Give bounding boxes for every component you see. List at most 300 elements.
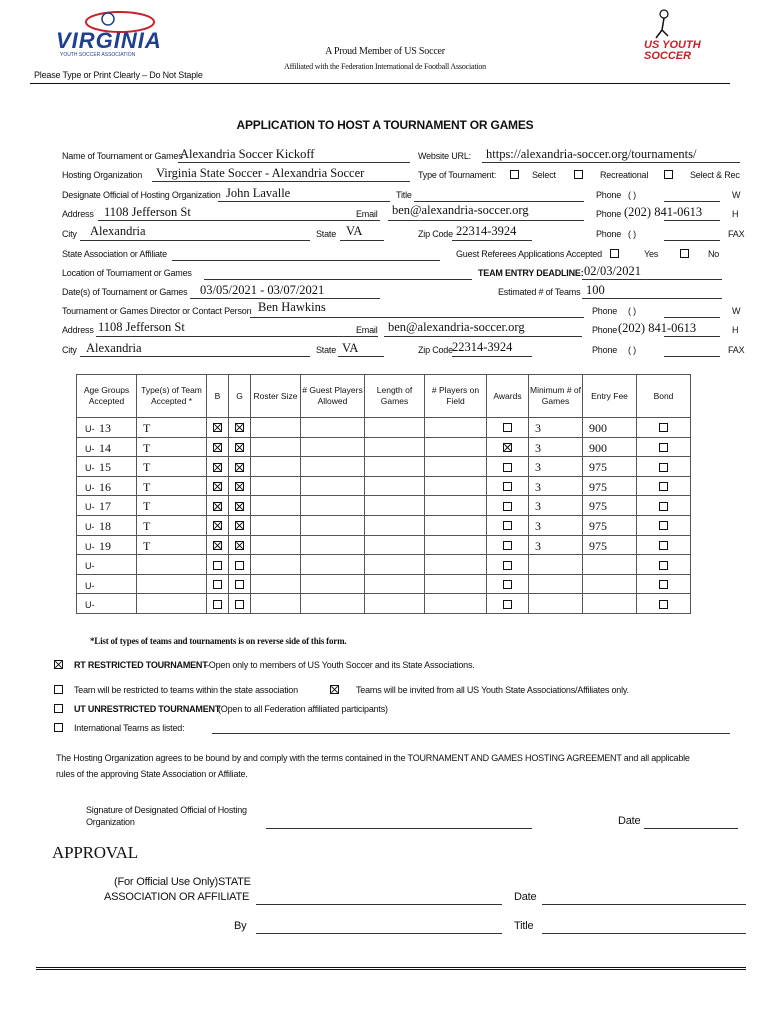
approval-affiliate-line[interactable] [256, 904, 502, 905]
boys-cell [207, 476, 229, 496]
min-games-cell[interactable] [529, 457, 583, 477]
signature-date-label: Date [618, 815, 641, 827]
girls-cell [229, 555, 251, 575]
min-games-value: 3 [535, 479, 541, 494]
team-type-cell[interactable] [137, 496, 207, 516]
entry-fee-cell[interactable] [583, 594, 637, 614]
players-cell[interactable] [425, 535, 487, 555]
table-row [77, 574, 691, 594]
guest-ref-no-checkbox[interactable] [680, 249, 689, 258]
director-phone-h-field[interactable]: (202) 841-0613 [618, 321, 697, 335]
guest-cell[interactable] [301, 535, 365, 555]
director-zip-line [452, 356, 532, 357]
city-label: City [62, 229, 77, 239]
min-games-value: 3 [535, 518, 541, 533]
entry-fee-value: 975 [589, 538, 607, 553]
email-line [388, 220, 584, 221]
director-phone-label: Phone [592, 306, 618, 316]
bond-checkbox[interactable] [659, 482, 668, 491]
min-games-cell[interactable] [529, 574, 583, 594]
awards-checkbox[interactable] [503, 561, 512, 570]
players-cell[interactable] [425, 574, 487, 594]
awards-checkbox[interactable] [503, 443, 512, 452]
min-games-cell[interactable] [529, 515, 583, 535]
director-city-line [80, 356, 310, 357]
awards-checkbox[interactable] [503, 482, 512, 491]
awards-cell [487, 496, 529, 516]
bond-cell [637, 574, 691, 594]
location-label: Location of Tournament or Games [62, 268, 192, 278]
girls-checkbox[interactable] [235, 580, 244, 589]
boys-checkbox[interactable] [213, 521, 222, 530]
age-group-cell[interactable] [77, 437, 137, 457]
roster-cell[interactable] [251, 574, 301, 594]
signature-label-2: Organization [86, 817, 135, 827]
restrict-state-checkbox[interactable] [54, 685, 63, 694]
hosting-org-field[interactable]: Virginia State Soccer - Alexandria Soccer [156, 166, 365, 180]
director-state-line [338, 356, 384, 357]
logo-text: VIRGINIA [56, 28, 162, 53]
table-row [77, 457, 691, 477]
signature-date-line[interactable] [644, 828, 738, 829]
awards-cell [487, 476, 529, 496]
guest-ref-yes-label: Yes [644, 249, 659, 259]
entry-fee-cell[interactable] [583, 476, 637, 496]
guest-cell[interactable] [301, 574, 365, 594]
type-select-rec-checkbox[interactable] [664, 170, 673, 179]
girls-cell [229, 457, 251, 477]
deadline-line [582, 279, 722, 280]
roster-cell[interactable] [251, 594, 301, 614]
col-min-games: Minimum # of Games [529, 375, 583, 418]
ut-desc: (Open to all Federation affiliated participants) [218, 704, 388, 714]
min-games-cell[interactable] [529, 496, 583, 516]
bond-checkbox[interactable] [659, 502, 668, 511]
dates-field[interactable]: 03/05/2021 - 03/07/2021 [200, 283, 325, 297]
team-type-cell[interactable] [137, 535, 207, 555]
girls-cell [229, 594, 251, 614]
age-group-cell[interactable] [77, 515, 137, 535]
entry-fee-cell[interactable] [583, 574, 637, 594]
age-group-cell[interactable] [77, 594, 137, 614]
team-type-value: T [143, 440, 151, 455]
email-label: Email [356, 209, 378, 219]
awards-cell [487, 555, 529, 575]
min-games-cell[interactable] [529, 594, 583, 614]
team-type-value: T [143, 538, 151, 553]
official-phone-h-field[interactable]: (202) 841-0613 [624, 205, 703, 219]
form-title: APPLICATION TO HOST A TOURNAMENT OR GAMES [236, 118, 534, 132]
director-field[interactable]: Ben Hawkins [258, 300, 326, 314]
table-row [77, 555, 691, 575]
team-type-cell[interactable] [137, 418, 207, 438]
bond-checkbox[interactable] [659, 561, 668, 570]
roster-cell[interactable] [251, 535, 301, 555]
state-field[interactable]: VA [346, 224, 363, 238]
roster-cell[interactable] [251, 437, 301, 457]
min-games-cell[interactable] [529, 555, 583, 575]
official-line [218, 201, 390, 202]
awards-cell [487, 515, 529, 535]
bond-checkbox[interactable] [659, 443, 668, 452]
boys-checkbox[interactable] [213, 600, 222, 609]
approval-date-line[interactable] [542, 904, 746, 905]
guest-cell[interactable] [301, 515, 365, 535]
bond-cell [637, 496, 691, 516]
entry-fee-cell[interactable] [583, 496, 637, 516]
roster-cell[interactable] [251, 418, 301, 438]
age-group-cell[interactable] [77, 457, 137, 477]
deadline-field[interactable]: 02/03/2021 [584, 264, 641, 278]
official-phone-label: Phone [596, 190, 622, 200]
tagline: A Proud Member of US Soccer [325, 46, 445, 57]
age-group-cell[interactable] [77, 418, 137, 438]
address-field[interactable]: 1108 Jefferson St [104, 205, 191, 219]
u-prefix: U- [85, 580, 95, 591]
girls-checkbox[interactable] [235, 443, 244, 452]
girls-checkbox[interactable] [235, 423, 244, 432]
min-games-value: 3 [535, 538, 541, 553]
entry-fee-cell[interactable] [583, 418, 637, 438]
roster-cell[interactable] [251, 457, 301, 477]
guest-cell[interactable] [301, 555, 365, 575]
length-cell[interactable] [365, 476, 425, 496]
awards-cell [487, 574, 529, 594]
boys-cell [207, 496, 229, 516]
bond-cell [637, 555, 691, 575]
awards-checkbox[interactable] [503, 580, 512, 589]
entry-fee-cell[interactable] [583, 437, 637, 457]
entry-fee-cell[interactable] [583, 535, 637, 555]
official-fax-line[interactable] [664, 240, 720, 241]
state-assoc-line[interactable] [172, 260, 440, 261]
tournament-name-label: Name of Tournament or Games [62, 151, 183, 161]
guest-cell[interactable] [301, 457, 365, 477]
min-games-cell[interactable] [529, 476, 583, 496]
players-cell[interactable] [425, 594, 487, 614]
official-phone-h-line [664, 220, 720, 221]
boys-cell [207, 574, 229, 594]
u-prefix: U- [85, 561, 95, 572]
state-line [340, 240, 384, 241]
table-row [77, 594, 691, 614]
girls-checkbox[interactable] [235, 541, 244, 550]
official-phone-w: W [732, 190, 741, 200]
ut-label: UT UNRESTRICTED TOURNAMENT [74, 704, 221, 714]
length-cell[interactable] [365, 555, 425, 575]
u-prefix: U- [85, 463, 95, 474]
deadline-label: TEAM ENTRY DEADLINE: [478, 268, 584, 278]
boys-checkbox[interactable] [213, 443, 222, 452]
est-teams-field[interactable]: 100 [586, 283, 605, 297]
table-header-row [77, 375, 691, 418]
roster-cell[interactable] [251, 515, 301, 535]
official-fax-paren: ( ) [628, 229, 636, 239]
director-line [250, 317, 584, 318]
hosting-org-label: Hosting Organization [62, 170, 143, 180]
director-phone-w: W [732, 306, 741, 316]
team-type-cell[interactable] [137, 594, 207, 614]
website-label: Website URL: [418, 151, 471, 161]
table-row [77, 535, 691, 555]
u-prefix: U- [85, 443, 95, 454]
official-phone-h-label: Phone [596, 209, 622, 219]
age-group-cell[interactable] [77, 496, 137, 516]
age-value: 14 [99, 440, 111, 455]
roster-cell[interactable] [251, 555, 301, 575]
girls-checkbox[interactable] [235, 482, 244, 491]
entry-fee-value: 975 [589, 479, 607, 494]
virginia-logo [50, 10, 160, 66]
girls-cell [229, 515, 251, 535]
director-phone-h-line [664, 336, 720, 337]
director-phone-w-line[interactable] [664, 317, 720, 318]
state-assoc-label: State Association or Affiliate [62, 249, 167, 259]
est-teams-label: Estimated # of Teams [498, 287, 581, 297]
players-cell[interactable] [425, 555, 487, 575]
age-group-cell[interactable] [77, 574, 137, 594]
min-games-cell[interactable] [529, 437, 583, 457]
u-prefix: U- [85, 502, 95, 513]
footer-divider [36, 967, 746, 970]
awards-checkbox[interactable] [503, 600, 512, 609]
length-cell[interactable] [365, 574, 425, 594]
girls-checkbox[interactable] [235, 600, 244, 609]
bond-checkbox[interactable] [659, 423, 668, 432]
invite-all-checkbox[interactable] [330, 685, 339, 694]
director-email-field[interactable]: ben@alexandria-soccer.org [388, 320, 525, 334]
director-address-field[interactable]: 1108 Jefferson St [98, 320, 185, 334]
players-cell[interactable] [425, 418, 487, 438]
boys-checkbox[interactable] [213, 423, 222, 432]
awards-cell [487, 457, 529, 477]
bond-checkbox[interactable] [659, 541, 668, 550]
director-city-field[interactable]: Alexandria [86, 341, 142, 355]
girls-cell [229, 535, 251, 555]
roster-cell[interactable] [251, 496, 301, 516]
official-phone-h: H [732, 209, 739, 219]
min-games-cell[interactable] [529, 535, 583, 555]
intl-line[interactable] [212, 733, 730, 734]
min-games-value: 3 [535, 440, 541, 455]
bond-cell [637, 457, 691, 477]
players-cell[interactable] [425, 515, 487, 535]
director-phone-h-label: Phone [592, 325, 618, 335]
guest-ref-no-label: No [708, 249, 720, 259]
awards-checkbox[interactable] [503, 423, 512, 432]
length-cell[interactable] [365, 496, 425, 516]
girls-cell [229, 476, 251, 496]
min-games-value: 3 [535, 460, 541, 475]
director-phone-paren: ( ) [628, 306, 636, 316]
awards-cell [487, 437, 529, 457]
age-value: 18 [99, 518, 111, 533]
guest-ref-yes-checkbox[interactable] [610, 249, 619, 258]
table-row [77, 418, 691, 438]
girls-cell [229, 437, 251, 457]
guest-cell[interactable] [301, 476, 365, 496]
approval-by-line[interactable] [256, 933, 502, 934]
awards-checkbox[interactable] [503, 463, 512, 472]
director-fax-line[interactable] [664, 356, 720, 357]
city-field[interactable]: Alexandria [90, 224, 146, 238]
bond-cell [637, 418, 691, 438]
team-type-cell[interactable] [137, 555, 207, 575]
website-line [482, 162, 740, 163]
tournament-name-field[interactable]: Alexandria Soccer Kickoff [180, 147, 315, 161]
roster-cell[interactable] [251, 476, 301, 496]
agreement-line-1: The Hosting Organization agrees to be bound by and comply with the terms contained in the TOURNAMENT AND GAMES HOSTING AGREEMENT and all applicable [56, 753, 690, 763]
rt-label: RT RESTRICTED TOURNAMENT [74, 660, 208, 670]
awards-cell [487, 418, 529, 438]
team-type-cell[interactable] [137, 457, 207, 477]
bond-checkbox[interactable] [659, 600, 668, 609]
team-type-cell[interactable] [137, 515, 207, 535]
bond-cell [637, 437, 691, 457]
awards-checkbox[interactable] [503, 521, 512, 530]
min-games-cell[interactable] [529, 418, 583, 438]
length-cell[interactable] [365, 457, 425, 477]
zip-label: Zip Code [418, 229, 453, 239]
entry-fee-cell[interactable] [583, 515, 637, 535]
instruction: Please Type or Print Clearly – Do Not Staple [34, 70, 203, 80]
boys-checkbox[interactable] [213, 541, 222, 550]
zip-line [452, 240, 532, 241]
players-cell[interactable] [425, 457, 487, 477]
type-recreational-checkbox[interactable] [574, 170, 583, 179]
rt-checkbox[interactable] [54, 660, 63, 669]
guest-ref-label: Guest Referees Applications Accepted [456, 249, 602, 259]
col-awards: Awards [487, 375, 529, 418]
girls-checkbox[interactable] [235, 463, 244, 472]
entry-fee-cell[interactable] [583, 457, 637, 477]
girls-cell [229, 418, 251, 438]
boys-cell [207, 535, 229, 555]
guest-cell[interactable] [301, 594, 365, 614]
ut-checkbox[interactable] [54, 704, 63, 713]
official-phone-w-line[interactable] [664, 201, 720, 202]
us-youth-soccer-logo [640, 8, 714, 68]
guest-cell[interactable] [301, 418, 365, 438]
guest-cell[interactable] [301, 437, 365, 457]
boys-checkbox[interactable] [213, 561, 222, 570]
official-phone-paren: ( ) [628, 190, 636, 200]
email-field[interactable]: ben@alexandria-soccer.org [392, 203, 529, 217]
boys-checkbox[interactable] [213, 463, 222, 472]
team-type-cell[interactable] [137, 476, 207, 496]
awards-cell [487, 594, 529, 614]
official-use-label-1: (For Official Use Only)STATE [114, 876, 251, 888]
zip-field[interactable]: 22314-3924 [456, 224, 517, 238]
players-cell[interactable] [425, 437, 487, 457]
director-city-label: City [62, 345, 77, 355]
players-cell[interactable] [425, 476, 487, 496]
type-select-checkbox[interactable] [510, 170, 519, 179]
affiliation: Affiliated with the Federation International de Football Association [284, 62, 486, 71]
entry-fee-value: 975 [589, 460, 607, 475]
team-type-cell[interactable] [137, 437, 207, 457]
address-label: Address [62, 209, 94, 219]
approval-date-label: Date [514, 891, 537, 903]
length-cell[interactable] [365, 437, 425, 457]
director-state-label: State [316, 345, 337, 355]
bond-checkbox[interactable] [659, 580, 668, 589]
length-cell[interactable] [365, 535, 425, 555]
director-email-line [384, 336, 582, 337]
age-group-cell[interactable] [77, 555, 137, 575]
col-players: # Players on Field [425, 375, 487, 418]
girls-checkbox[interactable] [235, 561, 244, 570]
col-g: G [229, 375, 251, 418]
boys-checkbox[interactable] [213, 502, 222, 511]
team-type-cell[interactable] [137, 574, 207, 594]
col-team-types: Type(s) of Team Accepted * [137, 375, 207, 418]
bond-cell [637, 476, 691, 496]
entry-fee-cell[interactable] [583, 555, 637, 575]
location-line[interactable] [204, 279, 472, 280]
approval-by-label: By [234, 920, 247, 932]
awards-checkbox[interactable] [503, 502, 512, 511]
director-zip-field[interactable]: 22314-3924 [452, 340, 513, 354]
type-recreational-label: Recreational [600, 170, 649, 180]
signature-line[interactable] [266, 828, 532, 829]
guest-cell[interactable] [301, 496, 365, 516]
length-cell[interactable] [365, 418, 425, 438]
age-group-cell[interactable] [77, 535, 137, 555]
bond-checkbox[interactable] [659, 463, 668, 472]
bond-checkbox[interactable] [659, 521, 668, 530]
table-body [77, 418, 691, 614]
u-prefix: U- [85, 521, 95, 532]
girls-checkbox[interactable] [235, 502, 244, 511]
bond-cell [637, 594, 691, 614]
length-cell[interactable] [365, 594, 425, 614]
boys-checkbox[interactable] [213, 482, 222, 491]
entry-fee-value: 975 [589, 518, 607, 533]
boys-checkbox[interactable] [213, 580, 222, 589]
age-value: 19 [99, 538, 111, 553]
table-row [77, 496, 691, 516]
col-length: Length of Games [365, 375, 425, 418]
table-row [77, 476, 691, 496]
entry-fee-value: 900 [589, 421, 607, 435]
girls-cell [229, 574, 251, 594]
type-label: Type of Tournament: [418, 170, 497, 180]
list-note: *List of types of teams and tournaments is on reverse side of this form. [90, 636, 347, 646]
awards-checkbox[interactable] [503, 541, 512, 550]
director-state-field[interactable]: VA [342, 341, 359, 355]
website-field[interactable]: https://alexandria-soccer.org/tournaments/ [486, 147, 697, 161]
hosting-org-line [152, 181, 410, 182]
intl-checkbox[interactable] [54, 723, 63, 732]
girls-checkbox[interactable] [235, 521, 244, 530]
restrict-state-label: Team will be restricted to teams within the state association [74, 685, 298, 695]
min-games-value: 3 [535, 499, 541, 514]
official-fax: FAX [728, 229, 745, 239]
boys-cell [207, 457, 229, 477]
approval-title-line[interactable] [542, 933, 746, 934]
length-cell[interactable] [365, 515, 425, 535]
approval-heading: APPROVAL [52, 843, 138, 862]
official-field[interactable]: John Lavalle [226, 186, 291, 200]
players-cell[interactable] [425, 496, 487, 516]
type-select-label: Select [532, 170, 556, 180]
team-type-value: T [143, 479, 151, 494]
official-label: Designate Official of Hosting Organization [62, 190, 221, 200]
agreement-line-2: rules of the approving State Association or Affiliate. [56, 769, 248, 779]
age-group-cell[interactable] [77, 476, 137, 496]
col-entry-fee: Entry Fee [583, 375, 637, 418]
